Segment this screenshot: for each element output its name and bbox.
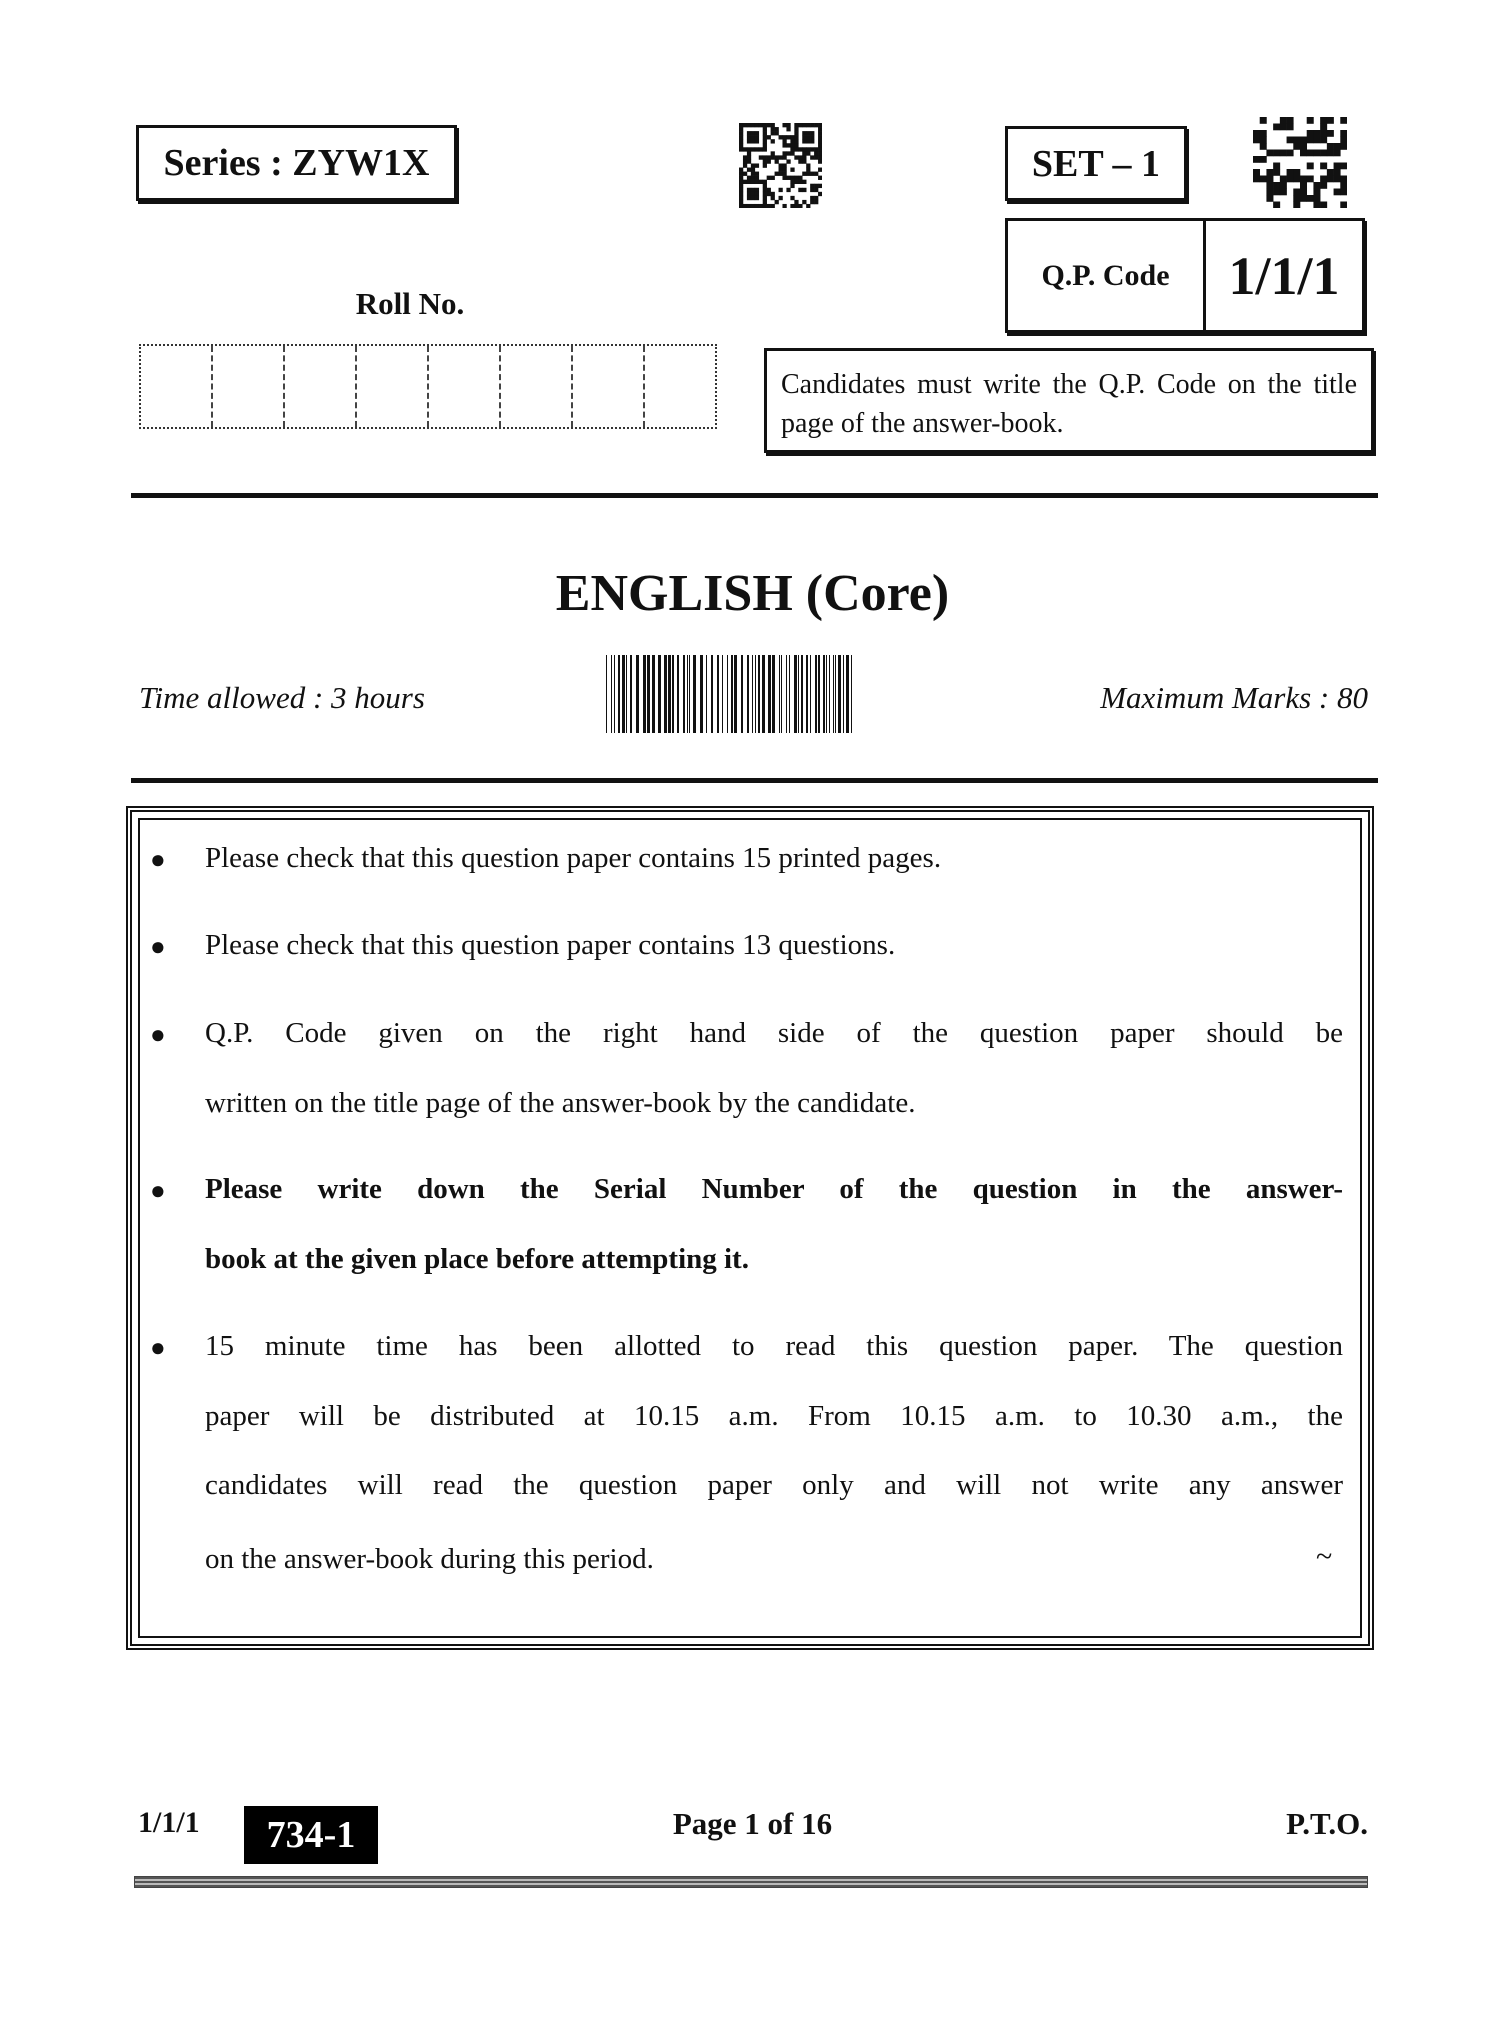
roll-cell[interactable] [357, 346, 429, 427]
qp-code-box [1005, 218, 1365, 333]
bullet-icon: ● [150, 1176, 166, 1205]
bullet-icon: ● [150, 845, 166, 874]
bullet-icon: ● [150, 1333, 166, 1362]
time-allowed: Time allowed : 3 hours [139, 680, 425, 715]
series-box: Series : ZYW1X [136, 125, 457, 201]
roll-number-boxes[interactable] [139, 344, 717, 429]
qp-code-value: 1/1/1 [1228, 245, 1340, 306]
instruction-line: on the answer-book during this period. [205, 1543, 654, 1575]
instruction-line: Q.P. Code given on the right hand side of the question paper should be [205, 1017, 1343, 1049]
roll-cell[interactable] [429, 346, 501, 427]
barcode-icon [606, 655, 852, 733]
instruction-line: book at the given place before attempting it. [205, 1243, 749, 1275]
candidates-note: Candidates must write the Q.P. Code on the title page of the answer-book. [764, 348, 1374, 453]
divider [131, 493, 1378, 498]
instruction-line: paper will be distributed at 10.15 a.m. From 10.15 a.m. to 10.30 a.m., the [205, 1400, 1343, 1432]
roll-cell[interactable] [285, 346, 357, 427]
instruction-line: written on the title page of the answer-book by the candidate. [205, 1087, 916, 1119]
roll-cell[interactable] [645, 346, 715, 427]
page-title: ENGLISH (Core) [555, 565, 950, 622]
pto-label: P.T.O. [1286, 1806, 1368, 1841]
qp-code-label: Q.P. Code [1008, 221, 1206, 330]
roll-cell[interactable] [573, 346, 645, 427]
bullet-icon: ● [150, 1020, 166, 1049]
roll-cell[interactable] [213, 346, 285, 427]
roll-cell[interactable] [501, 346, 573, 427]
divider [131, 778, 1378, 783]
footer-rule [134, 1876, 1368, 1888]
datamatrix-code-icon [1253, 117, 1347, 208]
qr-code-icon [739, 123, 822, 208]
roll-cell[interactable] [141, 346, 213, 427]
instruction-line: candidates will read the question paper only and will not write any answer [205, 1469, 1343, 1501]
instruction-line: Please write down the Serial Number of the question in the answer- [205, 1173, 1343, 1205]
page-number: Page 1 of 16 [672, 1806, 833, 1841]
set-box: SET – 1 [1005, 126, 1187, 201]
maximum-marks: Maximum Marks : 80 [1100, 680, 1368, 715]
instruction-line: Please check that this question paper contains 13 questions. [205, 929, 896, 961]
footer-badge: 734-1 [244, 1806, 378, 1864]
instruction-line: Please check that this question paper contains 15 printed pages. [205, 842, 942, 874]
footer-code: 1/1/1 [138, 1806, 200, 1839]
bullet-icon: ● [150, 932, 166, 961]
tilde-mark: ~ [1316, 1540, 1333, 1573]
roll-number-label: Roll No. [355, 286, 465, 321]
instruction-line: 15 minute time has been allotted to read this question paper. The question [205, 1330, 1343, 1362]
